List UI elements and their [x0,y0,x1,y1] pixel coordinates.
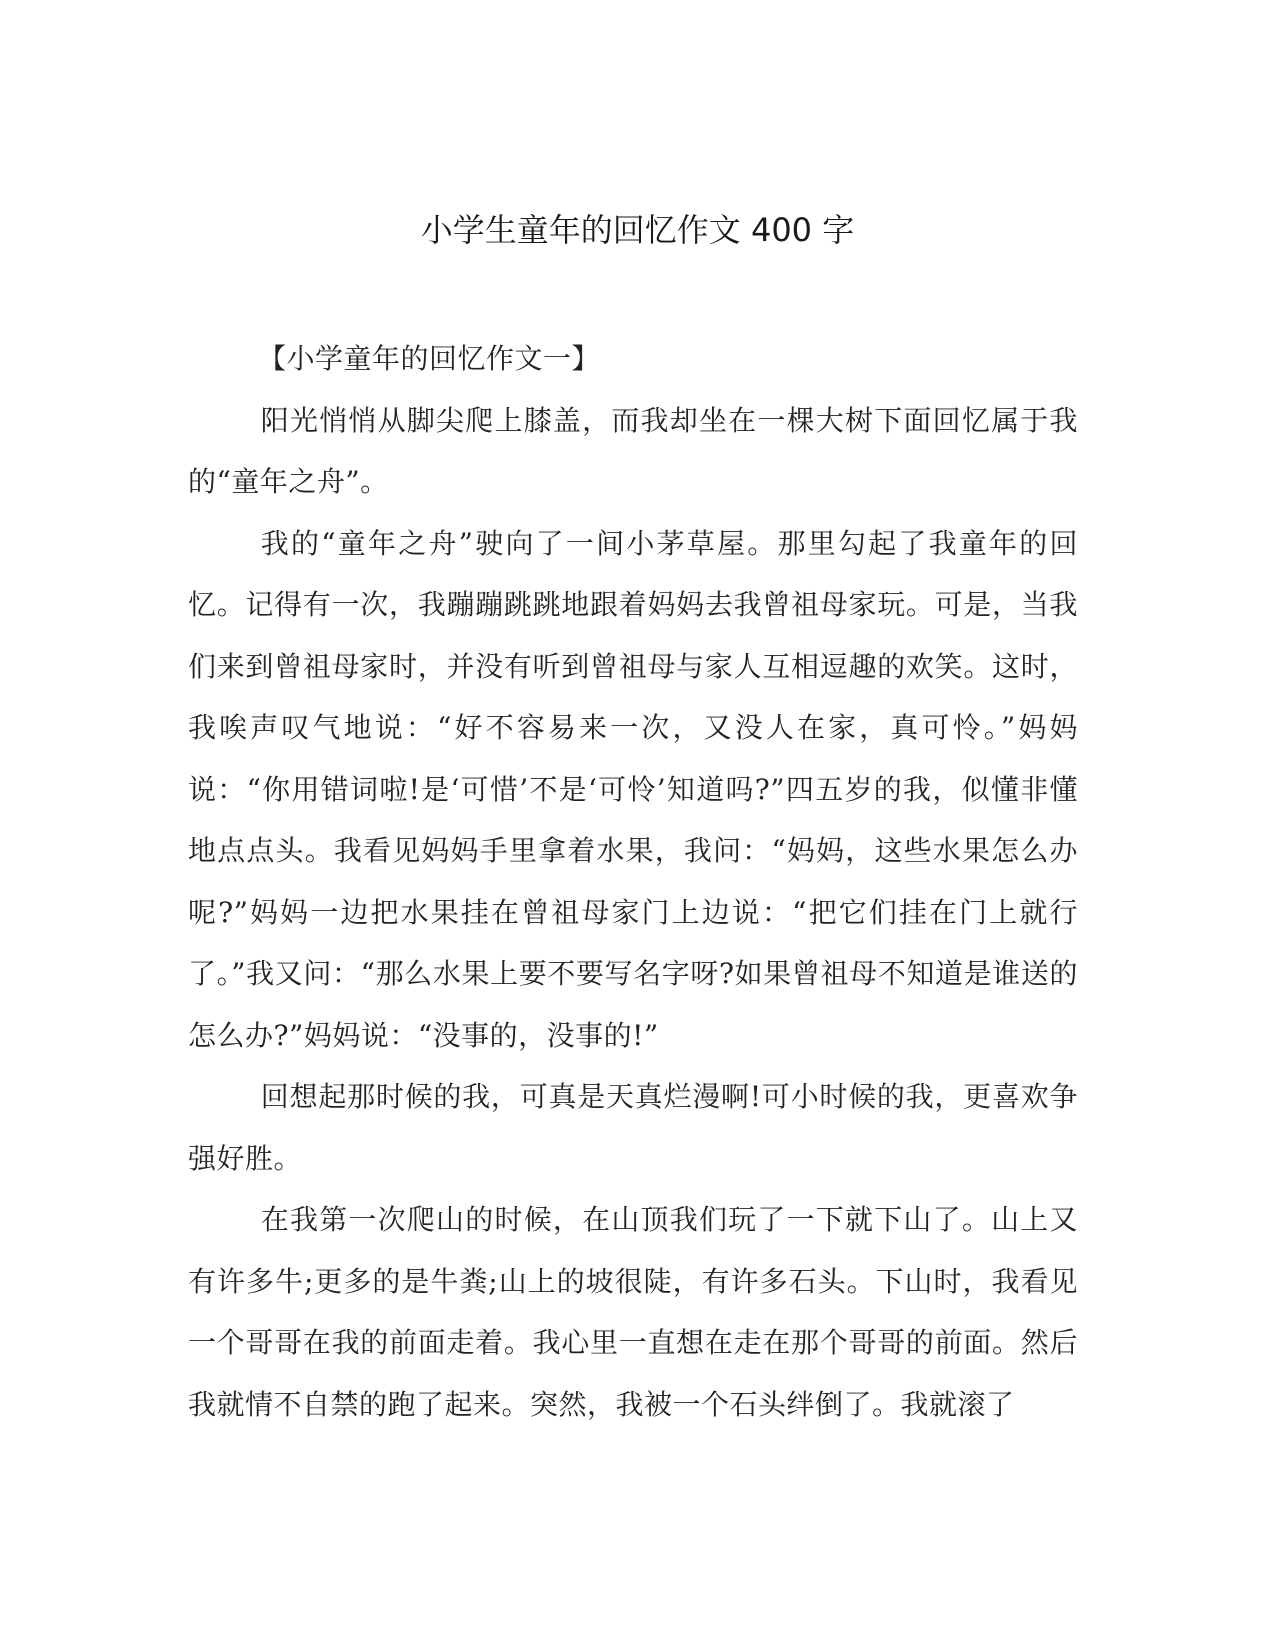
page-title: 小学生童年的回忆作文 400 字 [420,211,855,249]
paragraph-3: 回想起那时候的我，可真是天真烂漫啊!可小时候的我，更喜欢争强好胜。 [188,1080,1078,1175]
essay-body [188,328,1078,1435]
paragraph-2: 我的“童年之舟”驶向了一间小茅草屋。那里勾起了我童年的回忆。记得有一次，我蹦蹦跳跳地跟着妈妈去我曾祖母家玩。可是，当我们来到曾祖母家时，并没有听到曾祖母与家人互相逗趣的欢笑。这时，我唉声叹气地说：“好不容易来一次，又没人在家，真可怜。”妈妈说：“你用错词啦!是‘可惜’不是‘可怜’知道吗?”四五岁的我，似懂非懂地点点头。我看见妈妈手里拿着水果，我问：“妈妈，这些水果怎么办呢?”妈妈一边把水果挂在曾祖母家门上边说：“把它们挂在门上就行了。”我又问：“那么水果上要不要写名字呀?如果曾祖母不知道是谁送的怎么办?”妈妈说：“没事的，没事的!” [188,526,1078,1052]
section-heading: 【小学童年的回忆作文一】 [258,342,601,375]
paragraph-1: 阳光悄悄从脚尖爬上膝盖，而我却坐在一棵大树下面回忆属于我的“童年之舟”。 [188,403,1078,498]
paragraph-4: 在我第一次爬山的时候，在山顶我们玩了一下就下山了。山上又有许多牛;更多的是牛粪;山上的坡很陡，有许多石头。下山时，我看见一个哥哥在我的前面走着。我心里一直想在走在那个哥哥的前面。然后我就情不自禁的跑了起来。突然，我被一个石头绊倒了。我就滚了 [188,1203,1078,1421]
